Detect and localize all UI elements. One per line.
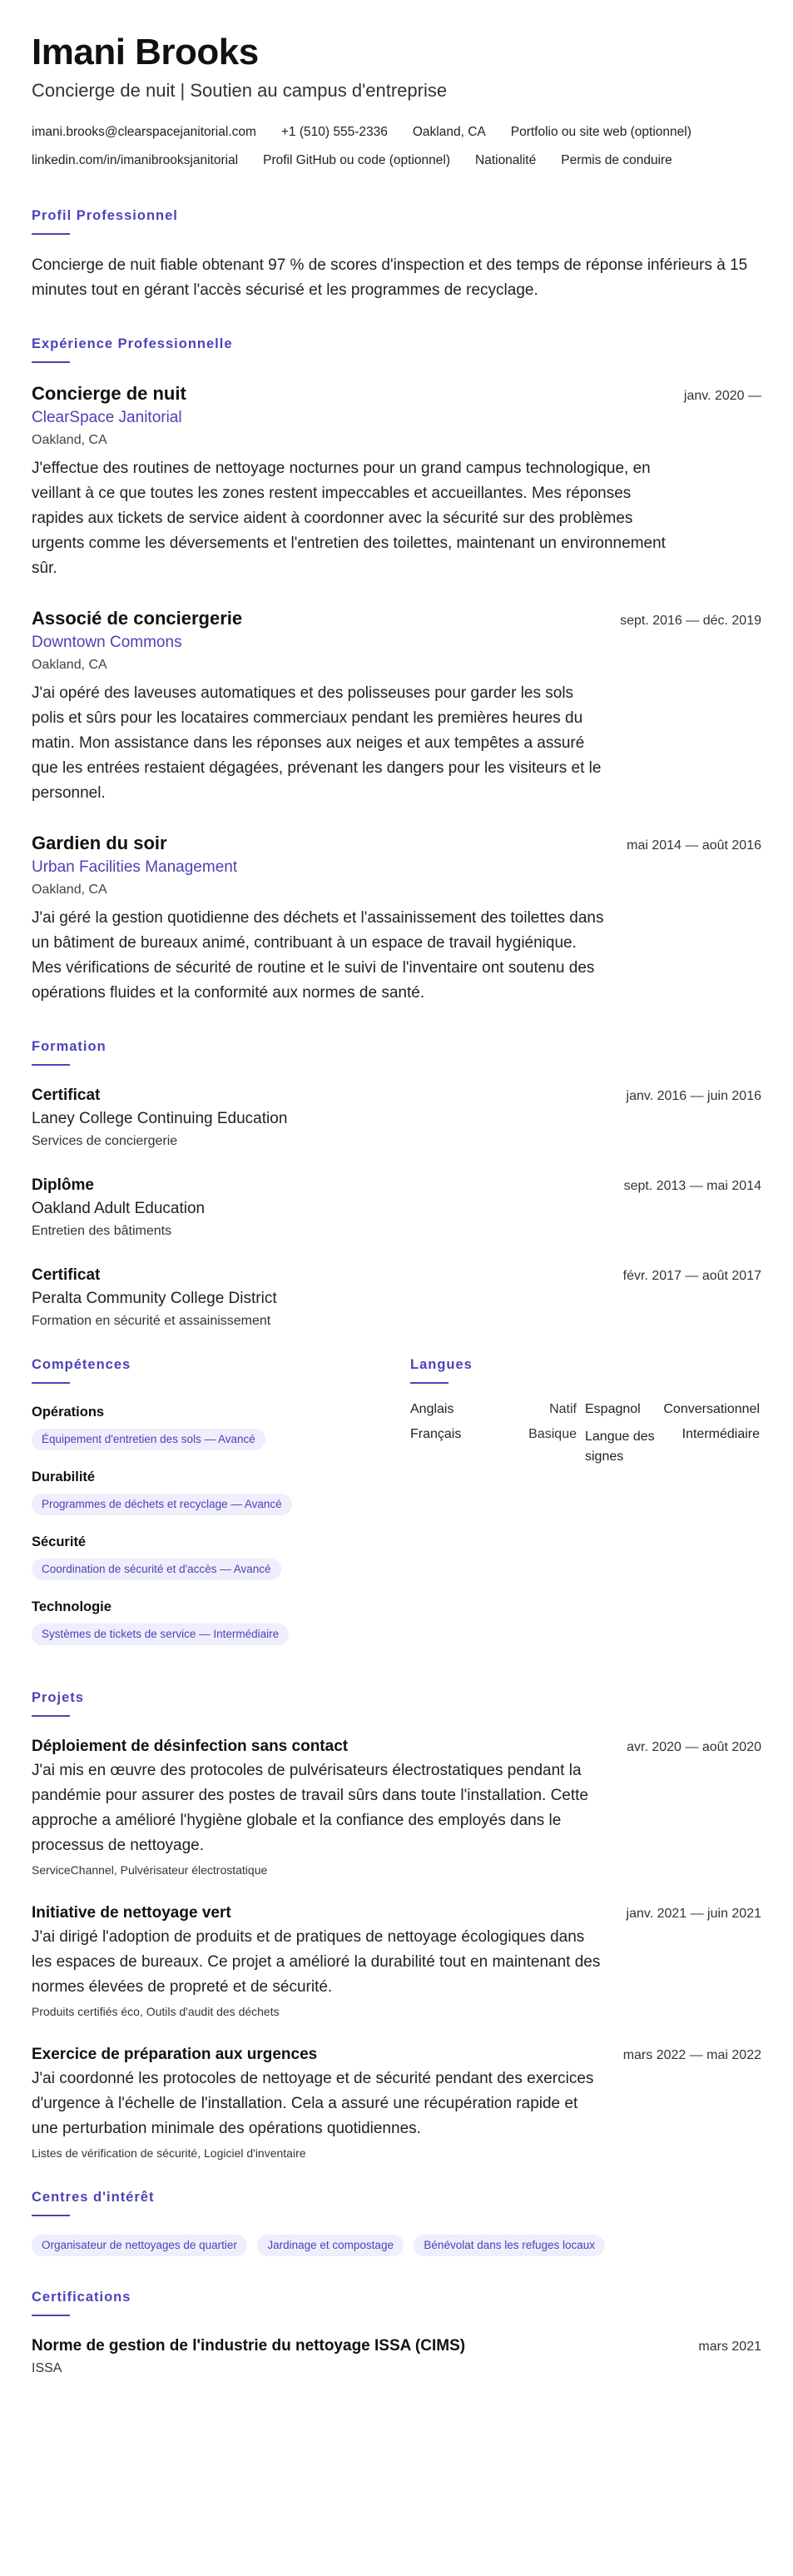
job-description: J'ai géré la gestion quotidienne des déchets et l'assainissement des toilettes dans un bâtiment de bureaux animé, contribuant à un espace de travail hygiénique. Mes vérifications de sécurité de routine et le suivi de l'inventaire ont soutenu des opérations fluides et la conformité aux normes de santé. <box>32 909 604 1002</box>
contact-phone[interactable]: +1 (510) 555-2336 <box>280 125 388 139</box>
section-title: Profil Professionnel <box>32 208 178 223</box>
certification-issuer: ISSA <box>32 2361 62 2375</box>
section-title: Certifications <box>32 2290 131 2305</box>
contact-location: Oakland, CA <box>412 125 486 139</box>
skill-category: Durabilité <box>32 1470 96 1484</box>
education-institution: Peralta Community College District <box>32 1290 277 1307</box>
project-name: Déploiement de désinfection sans contact <box>32 1738 349 1755</box>
section-title: Formation <box>32 1039 107 1054</box>
job-date: janv. 2020 — <box>683 389 761 403</box>
section-divider <box>32 2215 70 2216</box>
skill-chip: Équipement d'entretien des sols — Avancé <box>32 1429 265 1450</box>
contact-license: Permis de conduire <box>561 153 672 167</box>
job-company: Urban Facilities Management <box>32 858 238 876</box>
section-title: Centres d'intérêt <box>32 2190 155 2205</box>
education-entry <box>32 1084 761 1152</box>
skill-category: Sécurité <box>32 1534 87 1549</box>
contact-github[interactable]: Profil GitHub ou code (optionnel) <box>263 153 450 167</box>
section-title: Compétences <box>32 1357 131 1372</box>
skills-section <box>32 1355 410 1662</box>
language-level: Natif <box>549 1402 577 1416</box>
candidate-name: Imani Brooks <box>32 32 259 72</box>
job-title: Associé de conciergerie <box>32 608 243 629</box>
project-description: J'ai coordonné les protocoles de nettoyage et de sécurité pendant des exercices d'urgence à l'échelle de l'installation. Cela a assuré une récupération rapide et une perturbation minimale des opérations quotidiennes. <box>32 2070 594 2137</box>
experience-entry <box>32 831 761 1006</box>
experience-entry <box>32 606 761 806</box>
section-divider <box>32 2315 70 2316</box>
education-institution: Laney College Continuing Education <box>32 1110 288 1127</box>
contact-info <box>32 118 761 175</box>
education-degree: Certificat <box>32 1087 101 1104</box>
contact-nationality: Nationalité <box>475 153 537 167</box>
skills-languages-row <box>32 1355 761 1662</box>
job-description: J'ai opéré des laveuses automatiques et des polisseuses pour garder les sols polis et sûrs pour les locataires commerciaux pendant les premières heures du matin. Mon assistance dans les réponses aux neiges et aux tempêtes a assuré que les entrées restaient dégagées, prévenant les dangers pour les visiteurs et le personnel. <box>32 684 602 802</box>
languages-section <box>410 1355 760 1662</box>
job-company: ClearSpace Janitorial <box>32 409 182 426</box>
job-location: Oakland, CA <box>32 658 107 672</box>
skill-group <box>32 1467 410 1515</box>
project-date: janv. 2021 — juin 2021 <box>626 1907 761 1921</box>
section-title: Expérience Professionnelle <box>32 336 233 351</box>
certification-name: Norme de gestion de l'industrie du nettoyage ISSA (CIMS) <box>32 2337 466 2355</box>
contact-portfolio[interactable]: Portfolio ou site web (optionnel) <box>510 125 691 139</box>
summary-section <box>32 206 761 303</box>
job-company: Downtown Commons <box>32 634 182 651</box>
education-field: Formation en sécurité et assainissement <box>32 1314 271 1328</box>
project-name: Exercice de préparation aux urgences <box>32 2046 318 2063</box>
projects-section <box>32 1688 761 2163</box>
skill-group <box>32 1532 410 1580</box>
skill-category: Technologie <box>32 1599 112 1614</box>
skill-group <box>32 1597 410 1645</box>
language-level: Basique <box>528 1427 577 1441</box>
education-entry <box>32 1174 761 1242</box>
language-level: Conversationnel <box>663 1402 760 1416</box>
education-date: janv. 2016 — juin 2016 <box>626 1089 761 1103</box>
languages-list <box>410 1402 760 1467</box>
section-title: Projets <box>32 1690 84 1705</box>
project-entry <box>32 1735 761 1880</box>
section-divider <box>32 233 70 235</box>
skill-chip: Systèmes de tickets de service — Intermédiaire <box>32 1624 289 1645</box>
education-date: sept. 2013 — mai 2014 <box>623 1179 761 1193</box>
education-field: Services de conciergerie <box>32 1134 178 1148</box>
certification-entry <box>32 2335 761 2380</box>
language-name: Espagnol <box>585 1402 641 1416</box>
project-entry <box>32 2043 761 2163</box>
job-location: Oakland, CA <box>32 433 107 447</box>
language-name: Anglais <box>410 1402 454 1416</box>
job-title: Gardien du soir <box>32 833 167 853</box>
skill-group <box>32 1402 410 1450</box>
interest-chip: Organisateur de nettoyages de quartier <box>32 2235 247 2256</box>
skill-category: Opérations <box>32 1405 105 1420</box>
experience-entry <box>32 381 761 581</box>
resume-header <box>32 30 761 175</box>
education-degree: Certificat <box>32 1266 101 1284</box>
certifications-section <box>32 2288 761 2380</box>
job-date: sept. 2016 — déc. 2019 <box>620 614 761 628</box>
project-tech: Listes de vérification de sécurité, Logiciel d'inventaire <box>32 2146 306 2160</box>
education-field: Entretien des bâtiments <box>32 1224 172 1238</box>
language-level: Intermédiaire <box>681 1427 760 1441</box>
contact-email[interactable]: imani.brooks@clearspacejanitorial.com <box>32 125 256 139</box>
section-title: Langues <box>410 1357 473 1372</box>
section-divider <box>410 1382 449 1384</box>
education-institution: Oakland Adult Education <box>32 1200 206 1217</box>
language-name: Langue des signes <box>585 1430 655 1464</box>
project-tech: ServiceChannel, Pulvérisateur électrostatique <box>32 1863 268 1877</box>
language-name: Français <box>410 1427 462 1441</box>
job-location: Oakland, CA <box>32 883 107 897</box>
project-date: avr. 2020 — août 2020 <box>627 1740 761 1754</box>
interest-chip: Bénévolat dans les refuges locaux <box>414 2235 605 2256</box>
section-divider <box>32 1064 70 1066</box>
skill-chip: Coordination de sécurité et d'accès — Avancé <box>32 1559 281 1580</box>
contact-linkedin[interactable]: linkedin.com/in/imanibrooksjanitorial <box>32 153 239 167</box>
section-divider <box>32 1715 70 1717</box>
section-divider <box>32 1382 70 1384</box>
candidate-headline: Concierge de nuit | Soutien au campus d'entreprise <box>32 80 448 101</box>
project-description: J'ai dirigé l'adoption de produits et de pratiques de nettoyage écologiques dans les espaces de bureaux. Ce projet a amélioré la durabilité tout en maintenant des normes élevées de propreté et de sécurité. <box>32 1928 601 1996</box>
skill-chip: Programmes de déchets et recyclage — Avancé <box>32 1494 292 1515</box>
project-tech: Produits certifiés éco, Outils d'audit des déchets <box>32 2005 280 2018</box>
summary-text: Concierge de nuit fiable obtenant 97 % de scores d'inspection et des temps de réponse inférieurs à 15 minutes tout en gérant l'accès sécurisé et les programmes de recyclage. <box>32 256 748 299</box>
education-date: févr. 2017 — août 2017 <box>622 1269 761 1283</box>
project-description: J'ai mis en œuvre des protocoles de pulvérisateurs électrostatiques pendant la pandémie pour assurer des postes de travail sûrs dans toute l'installation. Cette approche a amélioré l'hygiène globale et la confiance des employés dans le processus de nettoyage. <box>32 1762 588 1854</box>
certification-date: mars 2021 <box>698 2340 761 2354</box>
job-description: J'effectue des routines de nettoyage nocturnes pour un grand campus technologique, en veillant à ce que toutes les zones restent impeccables et accueillantes. Mes réponses rapides aux tickets de service aident à coordonner avec la sécurité sur des problèmes urgents comme les déversements et l'entretien des toilettes, maintenant un environnement sûr. <box>32 460 666 577</box>
section-divider <box>32 361 70 363</box>
education-degree: Diplôme <box>32 1176 94 1194</box>
education-section <box>32 1037 761 1332</box>
education-entry <box>32 1264 761 1332</box>
job-date: mai 2014 — août 2016 <box>627 838 761 853</box>
interests-section <box>32 2188 761 2256</box>
experience-section <box>32 335 761 1006</box>
project-name: Initiative de nettoyage vert <box>32 1904 231 1922</box>
interest-chip: Jardinage et compostage <box>257 2235 404 2256</box>
interests-list <box>32 2235 761 2256</box>
project-entry <box>32 1902 761 2022</box>
project-date: mars 2022 — mai 2022 <box>622 2048 761 2062</box>
job-title: Concierge de nuit <box>32 383 186 404</box>
